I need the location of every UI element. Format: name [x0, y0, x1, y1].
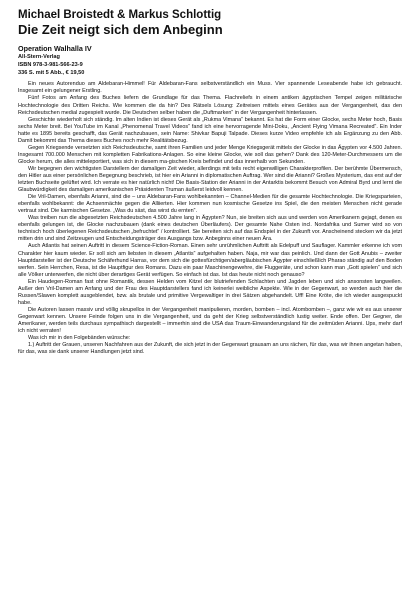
paragraph: Wir begegnen den wichtigsten Darstellern der damaligen Zeit wieder, allerdings mit teils recht eigenwilligen Charakterprofilen. Der berühmte Übermensch, den Hitler aus einer persönlichen Begegnung beschrieb, ist hier ein Arianni in diplomatischen Auftrag. Wer sind die Arianni? Großes Mysterium, das erst auf der letzten Buchseite gelüftet wird. Ich verrate es hier natürlich nicht! Die Basis-Station der Arianni in der Antarktis bekommt Besuch von Admiral Byrd und lernt die Glaubwürdigkeit des damaligen amerikanischen Präsidenten Truman äußerst leidvoll kennen. [18, 165, 402, 194]
paragraph: Auch Atlantis hat seinen Auftritt in diesem Science-Fiction-Roman. Einen sehr unrühmlichen Auftritt als Edelpuff und Sauflager. Kammler erkenne ich vom Charakter hier kaum wieder. Er soll sich am liebsten in diesem „Atlantis“ aufgehalten haben. Naja, mir war das peinlich. Und dann der Gott Anubis – zweiter Hauptdarsteller ist der Deutsche Schäferhund Harras, vor dem sich die gottesfürchtigen/abergläubischen Ägypter einschließlich Pharao ständig auf den Boden werfen. Sein Herrchen, Resa, ist die Hauptfigur des Romans. Dazu ein paar Maschinengewehre, die Fluggeräte, und schon kann man „Gott spielen“ und sich alle Völker unterwerfen, die nicht über derartiges Gerät verfügen. So einfach ist das. Ist das heute nicht noch genauso? [18, 243, 402, 278]
book-authors: Michael Broistedt & Markus Schlottig [18, 9, 222, 21]
paragraph: Ein neues Autorenduo am Aldebaran-Himmel! Für Aldebaran-Fans selbstverständlich ein Muss. Vier spannende Leseabende habe ich gebraucht. Insgesamt ein gelungener Erstling. [18, 81, 402, 95]
paragraph: Die Autoren lassen massiv und völlig skrupellos in der Vergangenheit manipulieren, morden, bomben – incl. Atombomben –, ganz wie wir es aus unserer Gegenwart kennen. Unsere Feinde folgen uns in die Vergangenheit, und da geht der Krieg selbstverständlich lustig weiter. Ende offen. Der Gegner, die Amerikaner, werden teils durchaus sympathisch dargestellt – immerhin sind die USA das Traum-Einwanderungsland für die zeitmüden Arianni. Ups, mehr darf ich nicht verraten! [18, 306, 402, 335]
paragraph: Gegen Kriegsende versetzten sich Reichsdeutsche, samt ihren Familien und jeder Menge Kriegsgerät mittels der Glocke in das Ägypten vor 4.500 Jahren. Insgesamt 700.000 Menschen mit kompletten Fabrikations-Anlagen. So eine kleine Glocke, wie soll das gehen? Dank des 120-Meter-Durchmessers um die Glocke herum, die alles mitteleportiert, was sich in diesem ma-gischen Kreis befindet und das innerhalb von Sekunden. [18, 144, 402, 165]
book-pages-price: 336 S. mit 5 Abb., € 19,50 [18, 69, 85, 76]
review-page [18, 8, 402, 356]
book-title: Die Zeit neigt sich dem Anbeginn [18, 22, 223, 37]
paragraph: Ein Haudegen-Roman fast ohne Romantik, dessen Helden vom Kitzel der blutriefenden Schlachten und Jagden leben und sich ansonsten langweilen. Außer den Vril-Damen am Anfang und der Frau des Hauptdarstellers fand ich keinerlei weibliche Aspekte. Wie in der Gegenwart, so werden auch hier die Russen/Slawen komplett ausgeblendet, bzw. als brutale und primitive Vergewaltiger in drei Sätzen abgehandelt. Uff! Eine Kröte, die ich wieder ausgespuckt habe. [18, 278, 402, 306]
book-isbn: ISBN 978-3-981-566-23-9 [18, 61, 83, 68]
paragraph: Was ich mir in den Folgebänden wünsche: [28, 335, 131, 342]
paragraph: 1.) Auftritt der Grauen, unseren Nachfahren aus der Zukunft, die sich jetzt in der Gegenwart grausam an uns rächen, für das, was wir ihnen angetan haben, für das, was sie dank unserer Handlungen jetzt sind. [18, 342, 402, 356]
paragraph: Fünf Fotos am Anfang des Buches liefern die Grundlage für das Thema. Flachreliefs in einem antiken ägyptischen Tempel zeigen militärische Hochtechnologie des Dritten Reichs. Wie kommen die da hin? Des Rätsels Lösung: Zeitreisen mittels eines Gerätes aus der Vergangenheit, das den Reichsdeutschen medial zugespielt wurde. Die Deutschen selber haben die „Duftmarken“ in der Vergangenheit hinterlassen. [18, 95, 402, 116]
book-publisher: All-Stern-Verlag [18, 54, 60, 60]
book-metadata [18, 44, 402, 77]
review-body [18, 81, 402, 356]
paragraph: Die Vril-Damen, ebenfalls Arianni, sind die – uns Aldebaran-Fans wohlbekannten – Channel-Medien für die gesamte Hochtechnologie. Die Kriegsparteien, ebenfalls wohlbekannt: die Achsenmächte gegen die Alliierten. Hier kommen nun kosmische Gesetze ins Spiel, die den meisten Menschen nicht gerade vertraut sind. Die karmischen Gesetze. „Was du säst, das wirst du ernten“. [18, 194, 402, 215]
paragraph: Geschichte wiederholt sich ständig. Im alten Indien ist dieses Gerät als „Rukma Vimana“ bekannt. Es hat die Form einer Glocke, sechs Meter hoch, Basis sechs Meter breit. Bei YouTube im Kanal „Phenomenal Travel Videos“ fand ich eine hervorragende Mini-Doku, „Ancient Flying Vimana Recreated“. Ein Inder hatte es 1895 bereits geschafft, das Gerät nachzubauen, sein Name: Shivkar Bapuji Talpade. Dieses kurze Video empfehle ich als Ergänzung zu den Abb. Damit bekommt das Thema dieses Buches noch mehr Realitätsbezug. [18, 116, 402, 144]
book-series: Operation Walhalla IV [18, 44, 92, 53]
paragraph: Was treiben nun die abgesetzten Reichsdeutschen 4.500 Jahre lang in Ägypten? Nun, sie breiten sich aus und werden von Amerikanern gejagt, denen es ebenfalls gelungen ist, die Glocke nachzubauen (dank eines deutschen Überläufers). Der gesamte Nahe Osten incl. Nordafrika und Sumer wird so von technisch hoch überlegenen Reichsdeutschen „befruchtet“ / kontrolliert. Sie bereiten sich auf das Endspiel in der Zukunft vor. Anscheinend stecken wir da jetzt mitten drin und sind Zeitzeugen und Entscheidungsträger des Ausgangs bzw. Anbeginns einer neuen Ära. [18, 215, 402, 243]
